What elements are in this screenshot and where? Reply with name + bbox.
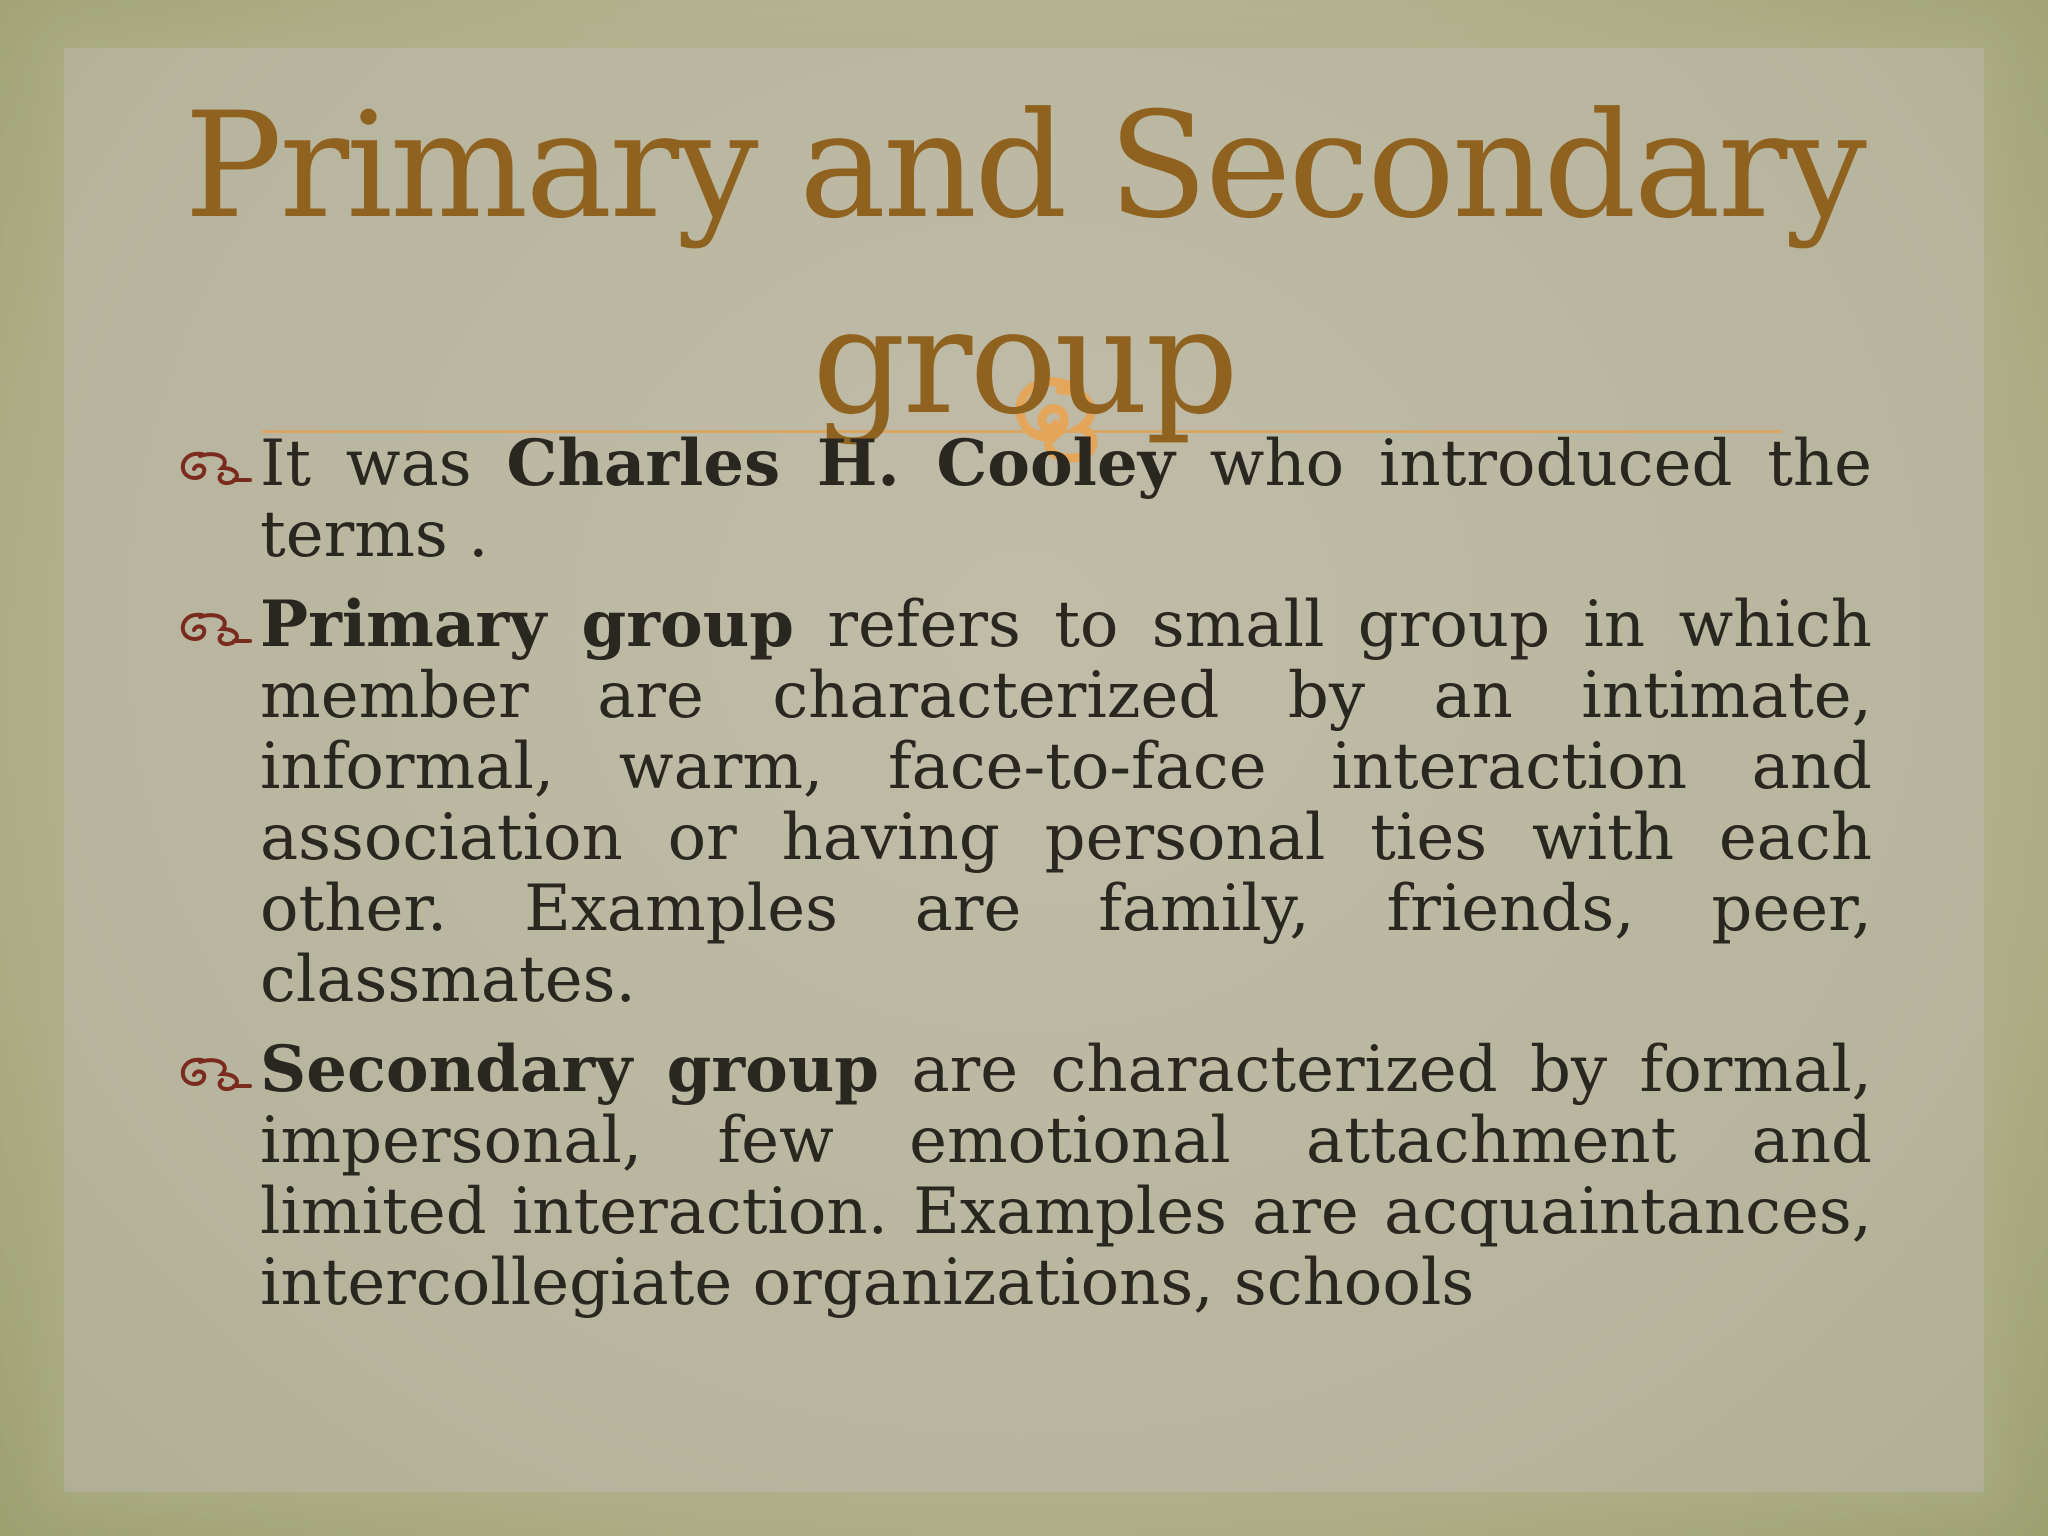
- bullet-item: [176, 428, 1872, 571]
- bullet-text: refers to small group in which member are characterized by an intimate, informal, warm, face-to-face interaction and association or having personal ties with each other. Examples are family, friends, peer, classmates.: [260, 588, 1873, 1017]
- bullet-bold-text: Primary group: [260, 587, 794, 662]
- scroll-flourish-icon: [176, 1052, 256, 1092]
- scroll-flourish-icon: [176, 607, 256, 647]
- bullet-text: who introduced the terms .: [260, 427, 1873, 572]
- bullet-bold-text: Charles H. Cooley: [506, 426, 1175, 501]
- slide-title: Primary and Secondary group: [184, 81, 1864, 447]
- bullet-list: [176, 428, 1872, 1337]
- bullet-item: [176, 1034, 1872, 1319]
- bullet-item: [176, 589, 1872, 1016]
- bullet-text: are characterized by formal, impersonal, few emotional attachment and limited interaction. Examples are acquaintances, intercollegiate organizations, schools: [260, 1033, 1873, 1320]
- scroll-flourish-icon: [176, 446, 256, 486]
- bullet-bold-text: Secondary group: [260, 1032, 880, 1107]
- bullet-text: It was: [260, 427, 507, 501]
